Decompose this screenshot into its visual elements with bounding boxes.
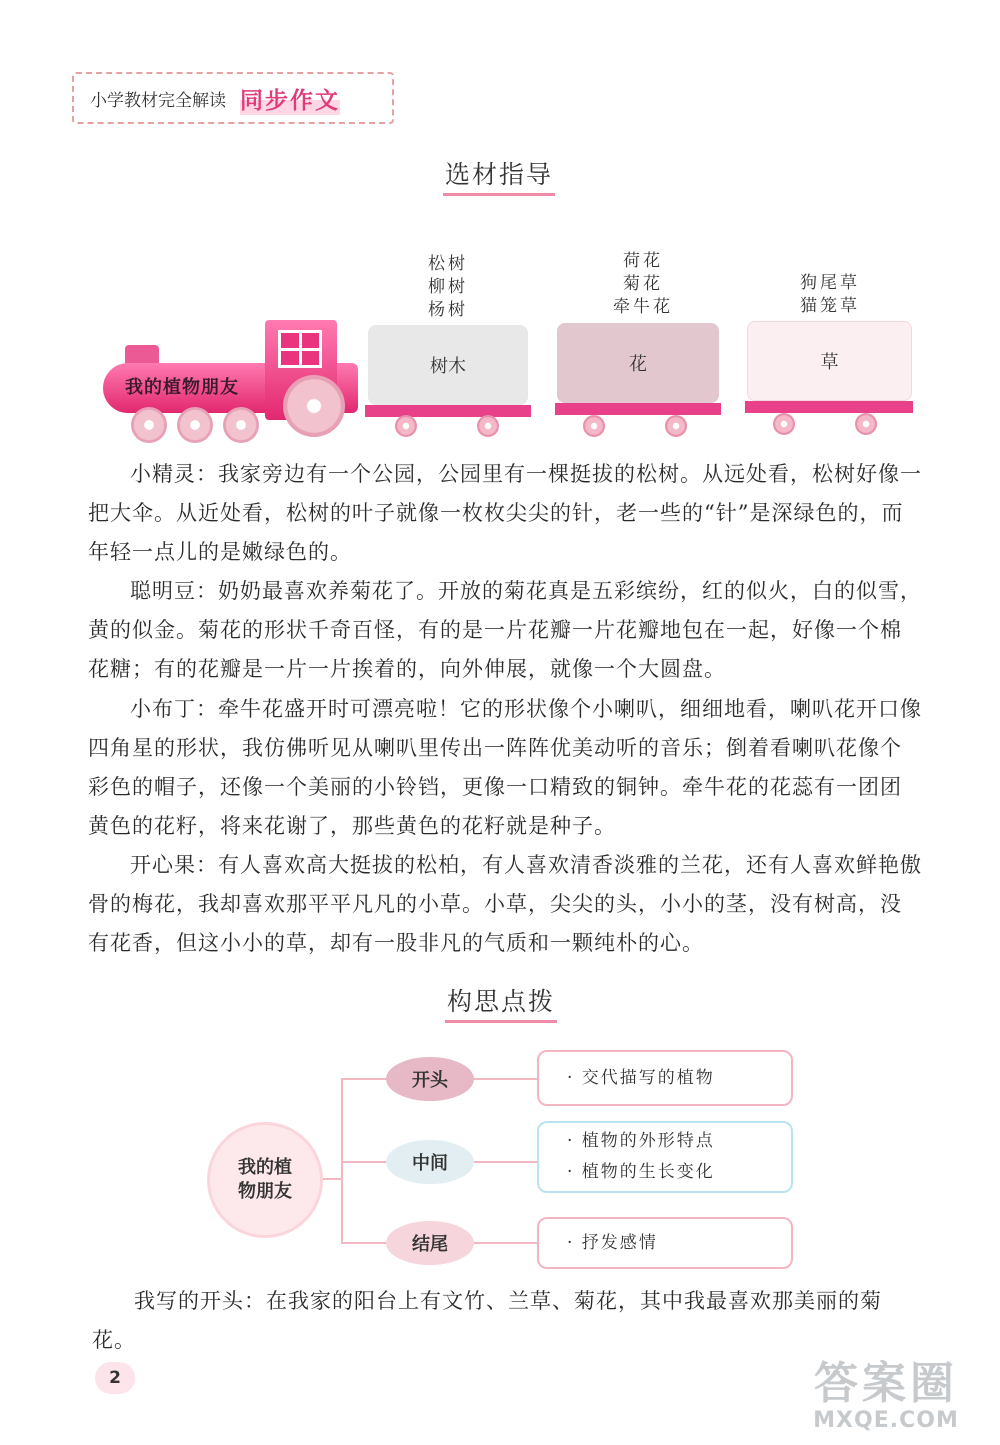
car-tags-grass (790, 272, 870, 318)
car-tags-flowers (603, 250, 683, 319)
watermark-cn: 答案圈 (814, 1358, 958, 1409)
car-wheel (395, 415, 417, 437)
car-wheel (773, 413, 795, 435)
node-opening: 开头 (386, 1057, 474, 1101)
tag-text: 猫笼草 (800, 296, 860, 316)
car-wheel (665, 415, 687, 437)
speaker-name: 聪明豆 (130, 579, 196, 603)
tag-text: 松树 (428, 254, 468, 274)
my-opening-paragraph (92, 1282, 924, 1360)
paragraph-3 (88, 690, 923, 846)
point-text: · 植物的生长变化 (567, 1162, 715, 1182)
center-text: 物朋友 (238, 1181, 292, 1202)
tag-text: 狗尾草 (800, 273, 860, 293)
connector-line (341, 1161, 386, 1163)
connector-line (341, 1078, 386, 1080)
tag-text: 牵牛花 (613, 297, 673, 317)
speaker-name: 小精灵 (130, 462, 196, 486)
paragraph-text: ：牵牛花盛开时可漂亮啦！它的形状像个小喇叭，细细地看，喇叭花开口像四角星的形状，我仿佛听见从喇叭里传出一阵阵优美动听的音乐；倒着看喇叭花像个彩色的帽子，还像一个美丽的小铃铛，更像一口精致的铜钟。牵牛花的花蕊有一团团黄色的花籽，将来花谢了，那些黄色的花籽就是种子。 (88, 697, 922, 838)
tag-text: 柳树 (428, 277, 468, 297)
locomotive-window (278, 330, 322, 368)
connector-line (341, 1242, 386, 1244)
car-label: 花 (629, 354, 647, 375)
speaker-name: 开心果 (130, 853, 196, 877)
car-wheel (583, 415, 605, 437)
tag-text: 菊花 (623, 274, 663, 294)
car-floor (555, 403, 721, 415)
car-floor (745, 401, 913, 413)
opening-label: 我写的开头 (134, 1289, 244, 1313)
structure-mindmap (205, 1045, 805, 1275)
locomotive-big-wheel (283, 375, 345, 437)
point-text: · 植物的外形特点 (567, 1131, 715, 1151)
page-number: 2 (95, 1362, 135, 1394)
point-text: · 抒发感情 (567, 1232, 658, 1253)
car-flowers (557, 323, 719, 403)
watermark-url: MXQE.COM (813, 1408, 959, 1433)
paragraph-text: ：我家旁边有一个公园，公园里有一棵挺拔的松树。从远处看，松树好像一把大伞。从近处看，松树的叶子就像一枚枚尖尖的针，老一些的“针”是深绿色的，而年轻一点儿的是嫩绿色的。 (88, 462, 922, 564)
train-illustration (95, 245, 925, 445)
paragraph-4 (88, 846, 923, 963)
locomotive-wheel (223, 407, 259, 443)
locomotive-label: 我的植物朋友 (125, 377, 239, 398)
box-middle (537, 1121, 793, 1193)
paragraph-2 (88, 572, 923, 689)
connector-line (474, 1078, 537, 1080)
connector-line (474, 1242, 537, 1244)
connector-line (474, 1161, 537, 1163)
node-ending: 结尾 (386, 1221, 474, 1265)
speaker-name: 小布丁 (130, 697, 196, 721)
paragraph-1 (88, 455, 923, 572)
locomotive-wheel (131, 407, 167, 443)
book-name: 小学教材完全解读 (90, 90, 226, 111)
section-title-planning: 构思点拨 (445, 982, 557, 1023)
car-label: 树木 (430, 356, 466, 377)
car-floor (365, 405, 531, 417)
node-middle: 中间 (386, 1140, 474, 1184)
box-ending (537, 1217, 793, 1269)
center-text: 我的植 (238, 1157, 292, 1178)
tag-text: 荷花 (623, 251, 663, 271)
mindmap-center (210, 1125, 320, 1235)
car-trees (368, 325, 528, 405)
box-opening (537, 1050, 793, 1106)
series-name: 同步作文 (240, 82, 340, 115)
car-wheel (855, 413, 877, 435)
opening-text: ：在我家的阳台上有文竹、兰草、菊花，其中我最喜欢那美丽的菊花。 (92, 1289, 882, 1352)
car-grass (747, 321, 912, 401)
tag-text: 杨树 (428, 300, 468, 320)
locomotive-wheel (177, 407, 213, 443)
site-watermark (780, 1360, 992, 1440)
paragraph-text: ：奶奶最喜欢养菊花了。开放的菊花真是五彩缤纷，红的似火，白的似雪，黄的似金。菊花的形状千奇百怪，有的是一片花瓣一片花瓣地包在一起，好像一个棉花糖；有的花瓣是一片一片挨着的，向外伸展，就像一个大圆盘。 (88, 579, 922, 681)
book-header (72, 72, 394, 124)
car-label: 草 (820, 352, 839, 373)
connector-line (320, 1178, 342, 1180)
point-text: · 交代描写的植物 (567, 1067, 715, 1088)
car-tags-trees (418, 253, 478, 322)
section-title-material: 选材指导 (443, 155, 555, 196)
paragraph-text: ：有人喜欢高大挺拔的松柏，有人喜欢清香淡雅的兰花，还有人喜欢鲜艳傲骨的梅花，我却喜欢那平平凡凡的小草。小草，尖尖的头，小小的茎，没有树高，没有花香，但这小小的草，却有一股非凡的气质和一颗纯朴的心。 (88, 853, 922, 955)
car-wheel (477, 415, 499, 437)
